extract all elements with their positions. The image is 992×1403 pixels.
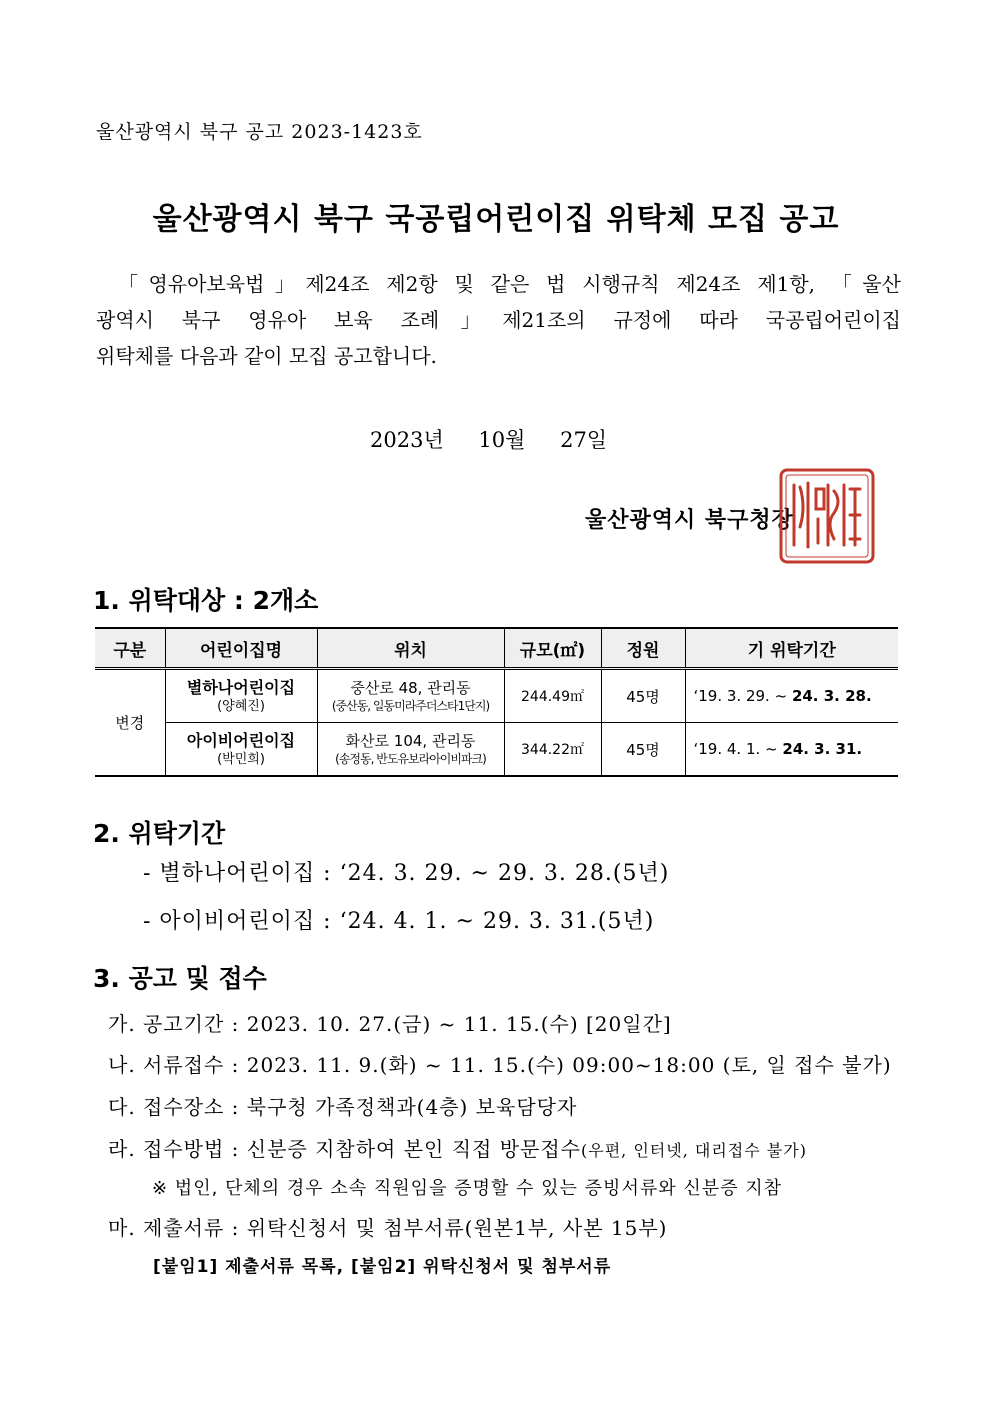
submission-documents-item: 마. 제출서류 : 위탁신청서 및 첨부서류(원본1부, 사본 15부)	[108, 1216, 668, 1240]
section3-heading: 3. 공고 및 접수	[93, 964, 267, 993]
issuer-name: 울산광역시 북구청장	[585, 507, 794, 533]
column-header: 구분	[95, 628, 165, 669]
column-header: 기 위탁기간	[685, 628, 898, 669]
period-end: 24. 3. 28.	[791, 687, 872, 705]
period-line: - 아이비어린이집 : ‘24. 4. 1. ~ 29. 3. 31.(5년)	[143, 909, 655, 934]
document-receipt-item: 나. 서류접수 : 2023. 11. 9.(화) ~ 11. 15.(수) 09:00~18:00 (토, 일 접수 불가)	[108, 1053, 892, 1077]
intro-line-2: 광역시 북구 영유아 보육 조례」제21조의 규정에 따라 국공립어린이집	[96, 308, 901, 332]
address: 화산로 104, 관리동	[345, 731, 476, 750]
director-name: (박민희)	[217, 751, 265, 767]
capacity-cell: 45명	[601, 669, 685, 723]
period-cell	[685, 669, 898, 723]
intro-line-1: 「영유아보육법」제24조 제2항 및 같은 법 시행규칙 제24조 제1항, 「울산	[118, 272, 901, 296]
receipt-method-item	[108, 1133, 807, 1162]
column-header: 정원	[601, 628, 685, 669]
document-title: 울산광역시 북구 국공립어린이집 위탁체 모집 공고	[152, 202, 840, 237]
period-start: ‘19. 4. 1. ~	[693, 740, 783, 758]
notice-date: 2023년 10월 27일	[370, 428, 608, 452]
notice-number: 울산광역시 북구 공고 2023-1423호	[96, 121, 423, 143]
column-header: 위치	[317, 628, 504, 669]
column-header: 규모(㎡)	[504, 628, 601, 669]
intro-paragraph	[96, 266, 901, 374]
table-header-row	[95, 628, 898, 669]
table-row	[95, 723, 898, 777]
address-detail: (중산동, 일동미라주더스타1단지)	[331, 698, 490, 713]
intro-line-3: 위탁체를 다음과 같이 모집 공고합니다.	[96, 344, 437, 368]
note-text: ※ 법인, 단체의 경우 소속 직원임을 증명할 수 있는 증빙서류와 신분증 지참	[152, 1178, 782, 1199]
receipt-method-text: 라. 접수방법 : 신분증 지참하여 본인 직접 방문접수	[108, 1137, 581, 1161]
table-row	[95, 669, 898, 723]
daycare-name: 아이비어린이집	[186, 730, 296, 750]
receipt-place-item: 다. 접수장소 : 북구청 가족정책과(4층) 보육담당자	[108, 1095, 578, 1119]
size-cell: 244.49㎡	[504, 669, 601, 723]
target-table	[95, 627, 898, 777]
category-cell: 변경	[95, 669, 165, 777]
director-name: (양혜진)	[217, 698, 265, 714]
attachments-line: [붙임1] 제출서류 목록, [붙임2] 위탁신청서 및 첨부서류	[153, 1257, 612, 1277]
daycare-name-cell	[165, 723, 317, 777]
column-header: 어린이집명	[165, 628, 317, 669]
size-cell: 344.22㎡	[504, 723, 601, 777]
period-line: - 별하나어린이집 : ‘24. 3. 29. ~ 29. 3. 28.(5년)	[143, 861, 670, 886]
location-cell	[317, 723, 504, 777]
address-detail: (송정동, 반도유보라아이비파크)	[335, 751, 486, 766]
capacity-cell: 45명	[601, 723, 685, 777]
daycare-name: 별하나어린이집	[186, 677, 296, 697]
period-end: 24. 3. 31.	[782, 740, 863, 758]
period-start: ‘19. 3. 29. ~	[693, 687, 792, 705]
section2-heading: 2. 위탁기간	[93, 819, 226, 848]
daycare-name-cell	[165, 669, 317, 723]
address: 중산로 48, 관리동	[350, 678, 471, 697]
section1-heading: 1. 위탁대상 : 2개소	[93, 586, 319, 615]
notice-period-item: 가. 공고기간 : 2023. 10. 27.(금) ~ 11. 15.(수) [20일간]	[108, 1012, 672, 1036]
period-cell	[685, 723, 898, 777]
official-seal-icon	[778, 467, 876, 565]
location-cell	[317, 669, 504, 723]
receipt-method-note: (우편, 인터넷, 대리접수 불가)	[581, 1141, 807, 1160]
